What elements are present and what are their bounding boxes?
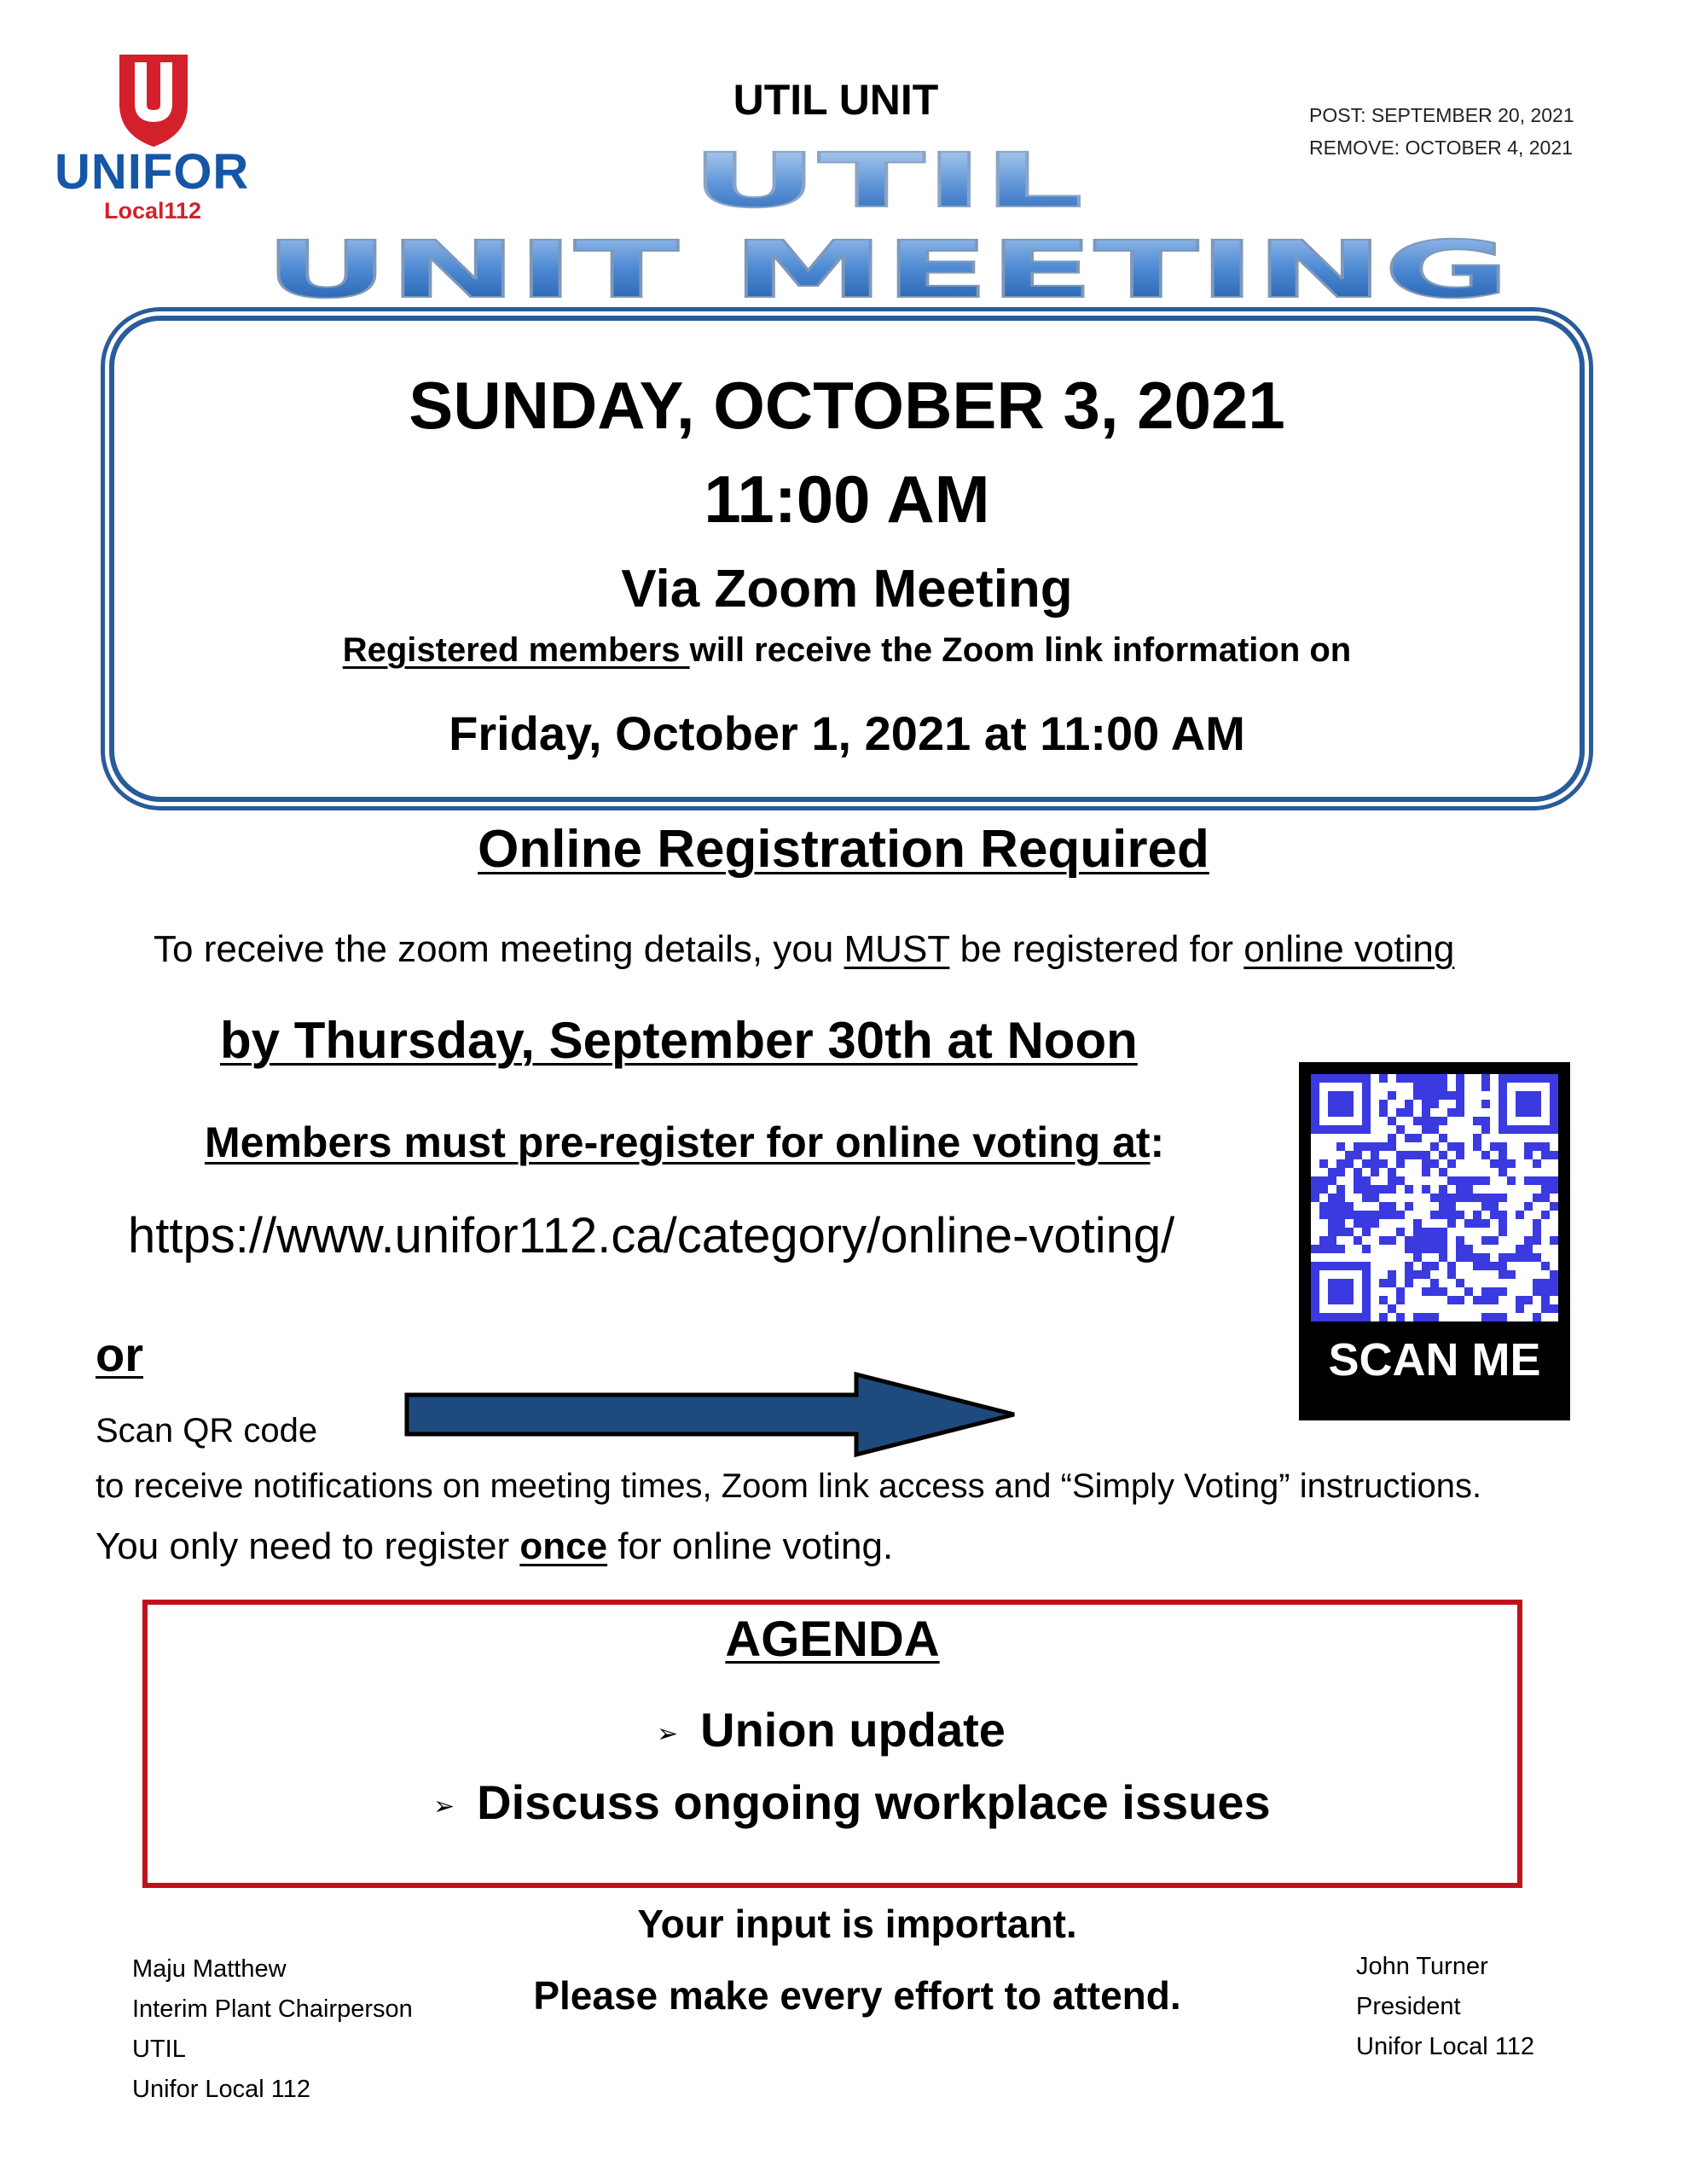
agenda-item: [657, 1702, 1006, 1757]
signature-left: [132, 1949, 413, 2110]
registered-members-text: Registered members: [342, 631, 690, 669]
pre-register-colon: :: [1150, 1118, 1165, 1166]
signature-title: President: [1356, 1993, 1461, 2020]
logo-wordmark: UNIFOR: [55, 144, 250, 200]
closing-line-2: Please make every effort to attend.: [533, 1973, 1181, 2018]
receive-middle: be registered for: [949, 928, 1244, 970]
receive-link-text: will receive the Zoom link information on: [689, 631, 1352, 669]
once-text: once: [519, 1525, 608, 1567]
receive-details-text: [154, 928, 1454, 971]
registration-heading: Online Registration Required: [478, 820, 1209, 879]
agenda-item-text: Discuss ongoing workplace issues: [477, 1775, 1271, 1829]
once-prefix: You only need to register: [96, 1525, 520, 1567]
meeting-date: SUNDAY, OCTOBER 3, 2021: [409, 368, 1285, 443]
agenda-item: [433, 1774, 1271, 1830]
meeting-time: 11:00 AM: [704, 462, 990, 537]
once-suffix: for online voting.: [607, 1525, 894, 1567]
remove-date: REMOVE: OCTOBER 4, 2021: [1309, 136, 1573, 159]
pre-register-text: [205, 1118, 1164, 1167]
arrow-bullet-icon: ➢: [433, 1792, 455, 1821]
signature-title: Interim Plant Chairperson: [132, 1995, 413, 2023]
agenda-item-text: Union update: [700, 1703, 1006, 1757]
pre-register-label: Members must pre-register for online voting at: [205, 1118, 1151, 1166]
document-title: UTIL UNIT: [733, 76, 939, 124]
qr-code-card[interactable]: [1299, 1062, 1570, 1420]
logo-local: Local112: [104, 198, 202, 224]
register-once-text: [96, 1525, 893, 1568]
signature-org: Unifor Local 112: [1356, 2033, 1535, 2060]
closing-line-1: Your input is important.: [637, 1902, 1077, 1946]
or-text: or: [96, 1327, 143, 1381]
zoom-link-note: [109, 631, 1585, 670]
arrow-bullet-icon: ➢: [657, 1719, 679, 1748]
signature-unit: UTIL: [132, 2036, 186, 2063]
notifications-text: to receive notifications on meeting times, Zoom link access and “Simply Voting” instructions.: [96, 1467, 1482, 1505]
registration-url-link[interactable]: https://www.unifor112.ca/category/online-voting/: [128, 1208, 1175, 1263]
scan-me-label: SCAN ME: [1328, 1334, 1541, 1385]
agenda-title: AGENDA: [725, 1612, 940, 1667]
receive-prefix: To receive the zoom meeting details, you: [154, 928, 844, 970]
post-date: POST: SEPTEMBER 20, 2021: [1309, 104, 1574, 126]
signature-name: Maju Matthew: [132, 1955, 287, 1983]
online-voting-text: online voting: [1244, 928, 1455, 970]
must-text: MUST: [844, 928, 950, 970]
arrow-right-icon: [404, 1372, 1018, 1457]
meeting-platform: Via Zoom Meeting: [621, 560, 1073, 619]
signature-name: John Turner: [1356, 1953, 1488, 1980]
qr-code-icon: [1311, 1074, 1558, 1321]
banner-title: [239, 145, 1535, 307]
banner-line-2: UNIT MEETING: [264, 224, 1510, 307]
banner-line-1: UTIL: [691, 145, 1083, 224]
zoom-link-date: Friday, October 1, 2021 at 11:00 AM: [449, 706, 1245, 760]
registration-deadline: by Thursday, September 30th at Noon: [220, 1012, 1138, 1069]
signature-org: Unifor Local 112: [132, 2076, 311, 2103]
signature-right: [1356, 1947, 1534, 2067]
scan-qr-text: Scan QR code: [96, 1412, 318, 1449]
